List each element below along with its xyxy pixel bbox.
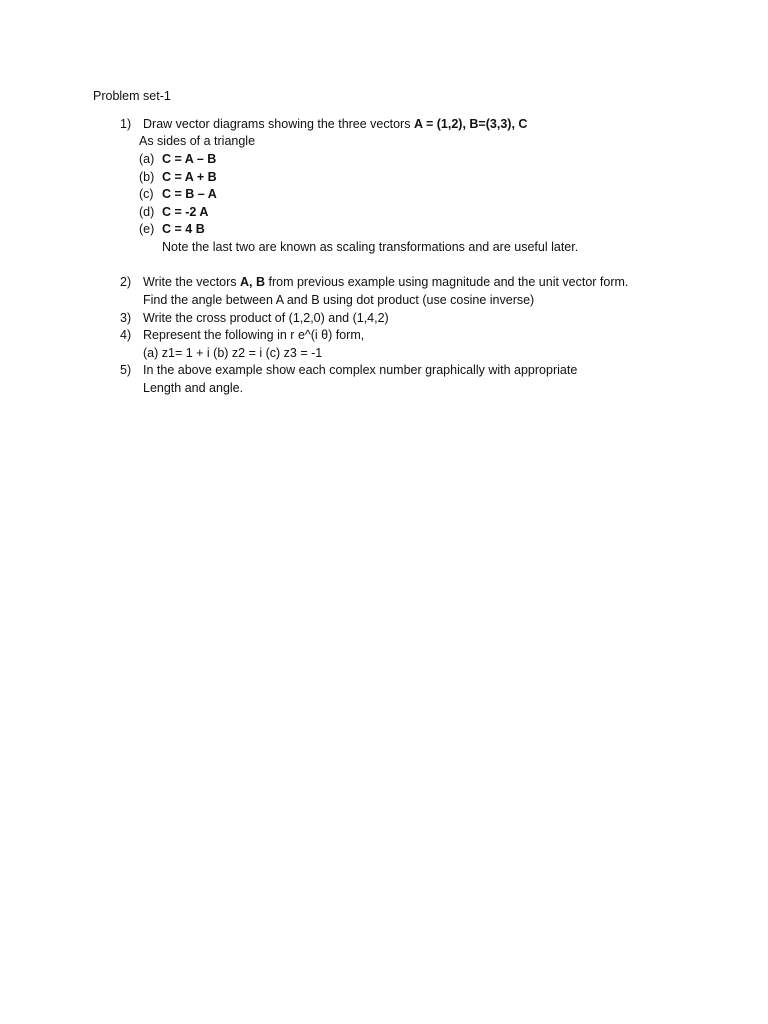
problem-4-text: Represent the following in r e^(i θ) form, bbox=[143, 328, 365, 342]
problem-1-item-b: C = A + B bbox=[162, 170, 217, 184]
problem-1-item-e: C = 4 B bbox=[162, 222, 205, 236]
problem-3-number: 3) bbox=[120, 311, 132, 325]
page-title: Problem set-1 bbox=[93, 89, 171, 103]
problem-1-note: Note the last two are known as scaling transformations and are useful later. bbox=[162, 240, 579, 254]
problem-1-item-c: C = B – A bbox=[162, 187, 217, 201]
problem-3-text: Write the cross product of (1,2,0) and (1,4,2) bbox=[143, 311, 389, 325]
problem-1-item-c-label: (c) bbox=[139, 187, 154, 201]
problem-1-item-a: C = A – B bbox=[162, 152, 217, 166]
problem-4-number: 4) bbox=[120, 328, 132, 342]
problem-2-vectors: A, B bbox=[240, 275, 266, 289]
problem-1-item-d: C = -2 A bbox=[162, 205, 209, 219]
problem-1-item-e-label: (e) bbox=[139, 222, 155, 236]
problem-1-text: Draw vector diagrams showing the three vectors bbox=[143, 117, 414, 131]
problem-5-line-2: Length and angle. bbox=[143, 381, 244, 395]
problem-1-item-d-label: (d) bbox=[139, 205, 155, 219]
problem-1-item-b-label: (b) bbox=[139, 170, 155, 184]
problem-5-number: 5) bbox=[120, 363, 132, 377]
problem-5-text: In the above example show each complex number graphically with appropriate bbox=[143, 363, 578, 377]
problem-1-vectors: A = (1,2), B=(3,3), C bbox=[413, 117, 528, 131]
problem-1-subtext: As sides of a triangle bbox=[139, 134, 256, 148]
problem-1-line bbox=[143, 116, 527, 132]
problem-2-text-rest: from previous example using magnitude and the unit vector form. bbox=[265, 275, 629, 289]
problem-4-line-2: (a) z1= 1 + i (b) z2 = i (c) z3 = -1 bbox=[143, 346, 323, 360]
problem-1-number: 1) bbox=[120, 117, 132, 131]
problem-1-item-a-label: (a) bbox=[139, 152, 155, 166]
problem-2-number: 2) bbox=[120, 275, 132, 289]
problem-2-text: Write the vectors bbox=[143, 275, 241, 289]
problem-2-line bbox=[143, 274, 628, 290]
problem-2-line-2: Find the angle between A and B using dot product (use cosine inverse) bbox=[143, 293, 535, 307]
